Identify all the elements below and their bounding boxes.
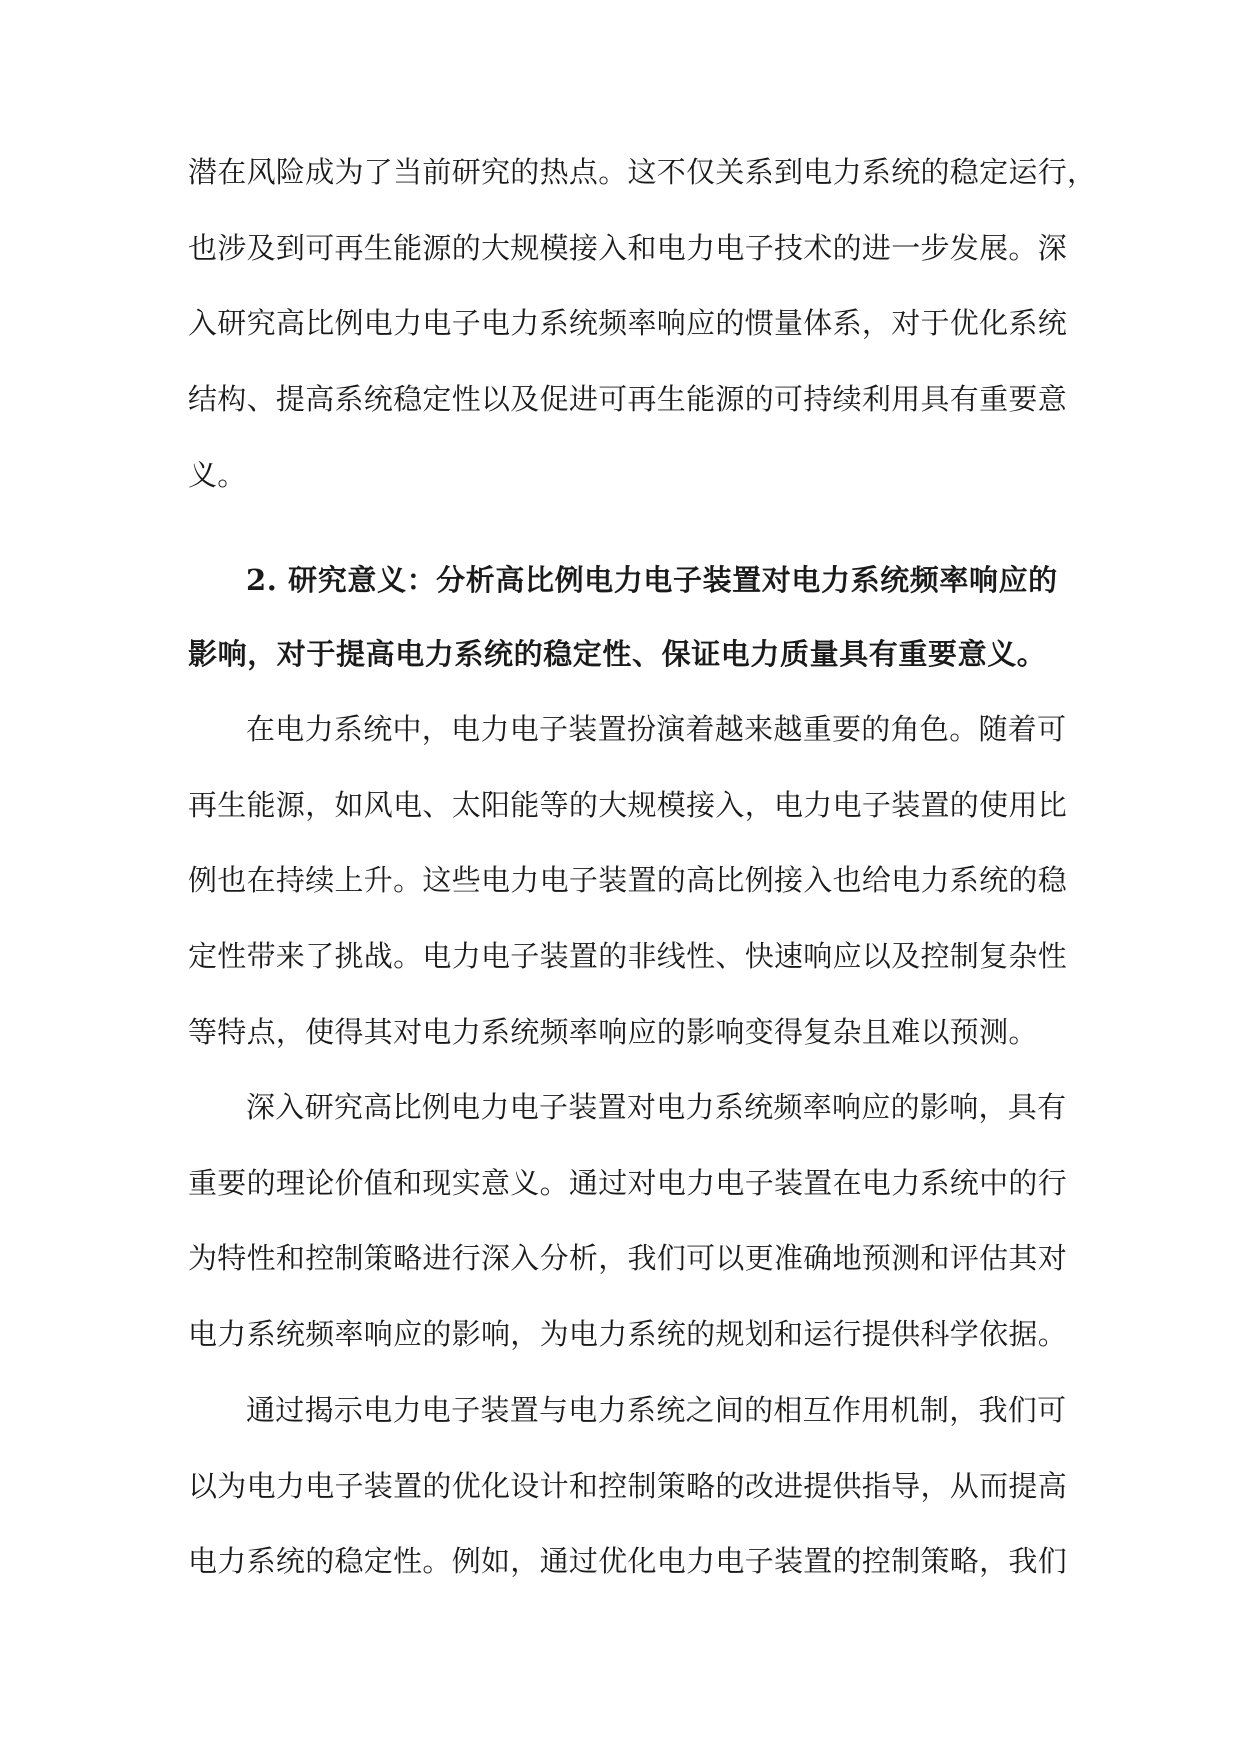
- text-line: 结构、提高系统稳定性以及促进可再生能源的可持续利用具有重要意: [188, 382, 1068, 416]
- text-line: 潜在风险成为了当前研究的热点。这不仅关系到电力系统的稳定运行，: [188, 155, 1097, 189]
- text-line: 深入研究高比例电力电子装置对电力系统频率响应的影响，具有: [246, 1090, 1067, 1124]
- text-line: 以为电力电子装置的优化设计和控制策略的改进提供指导，从而提高: [188, 1469, 1068, 1503]
- text-line: 为特性和控制策略进行深入分析，我们可以更准确地预测和评估其对: [188, 1241, 1068, 1275]
- text-line: 再生能源，如风电、太阳能等的大规模接入，电力电子装置的使用比: [188, 788, 1068, 822]
- text-line: 在电力系统中，电力电子装置扮演着越来越重要的角色。随着可: [246, 712, 1067, 746]
- heading-line: 影响，对于提高电力系统的稳定性、保证电力质量具有重要意义。: [188, 637, 1047, 671]
- text-line: 等特点，使得其对电力系统频率响应的影响变得复杂且难以预测。: [188, 1015, 1038, 1049]
- text-line: 例也在持续上升。这些电力电子装置的高比例接入也给电力系统的稳: [188, 863, 1068, 897]
- text-line: 重要的理论价值和现实意义。通过对电力电子装置在电力系统中的行: [188, 1166, 1068, 1200]
- text-line: 入研究高比例电力电子电力系统频率响应的惯量体系，对于优化系统: [188, 306, 1068, 340]
- text-line: 电力系统频率响应的影响，为电力系统的规划和运行提供科学依据。: [188, 1317, 1068, 1351]
- text-line: 定性带来了挑战。电力电子装置的非线性、快速响应以及控制复杂性: [188, 939, 1068, 973]
- heading-line: 2. 研究意义：分析高比例电力电子装置对电力系统频率响应的: [246, 563, 1058, 597]
- text-line: 也涉及到可再生能源的大规模接入和电力电子技术的进一步发展。深: [188, 231, 1068, 265]
- text-line: 义。: [188, 458, 247, 492]
- text-line: 电力系统的稳定性。例如，通过优化电力电子装置的控制策略，我们: [188, 1544, 1068, 1578]
- text-line: 通过揭示电力电子装置与电力系统之间的相互作用机制，我们可: [246, 1393, 1067, 1427]
